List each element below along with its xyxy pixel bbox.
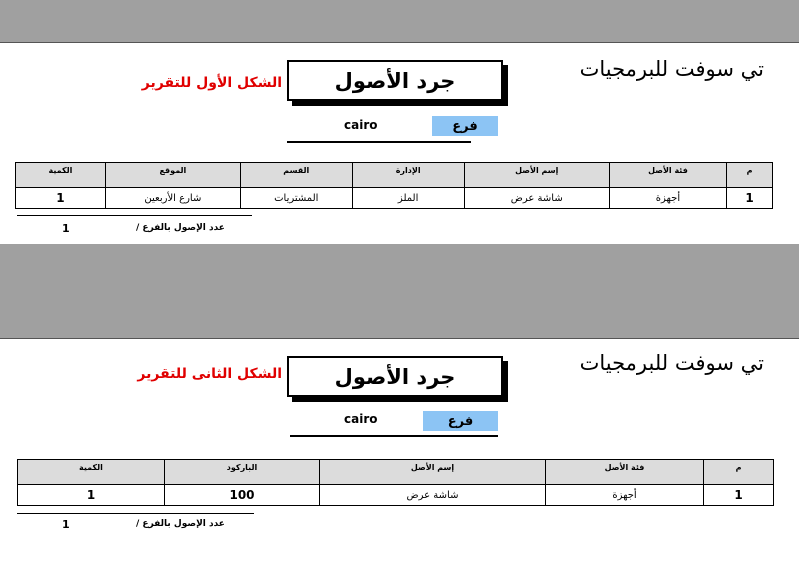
branch-label: فرع — [432, 116, 498, 136]
branch-label: فرع — [423, 411, 498, 431]
report-subtitle: الشكل الثانى للتقرير — [137, 366, 282, 382]
table-cell: 1 — [18, 485, 165, 506]
count-divider — [17, 215, 252, 216]
column-header: القسم — [240, 163, 352, 188]
asset-count-label: عدد الإصول بالفرع / — [136, 223, 225, 233]
report-page-2 — [0, 338, 799, 580]
report-page-1 — [0, 42, 799, 244]
table-header-row — [18, 460, 774, 485]
table-row — [16, 188, 773, 209]
column-header: م — [704, 460, 774, 485]
count-divider — [17, 513, 254, 514]
assets-table — [17, 459, 774, 506]
column-header: م — [727, 163, 773, 188]
table-cell: 1 — [16, 188, 106, 209]
asset-count-value: 1 — [62, 518, 70, 531]
branch-underline — [287, 141, 471, 143]
table-cell: 1 — [704, 485, 774, 506]
company-name: تي سوفت للبرمجيات — [579, 57, 764, 81]
column-header: الكمية — [18, 460, 165, 485]
branch-underline — [290, 435, 498, 437]
table-cell: الملز — [352, 188, 464, 209]
assets-table — [15, 162, 773, 209]
asset-count-value: 1 — [62, 222, 70, 235]
table-cell: شاشة عرض — [464, 188, 609, 209]
column-header: إسم الأصل — [320, 460, 546, 485]
branch-value: cairo — [344, 118, 378, 132]
column-header: فئة الأصل — [546, 460, 704, 485]
table-cell: أجهزة — [609, 188, 726, 209]
table-header-row — [16, 163, 773, 188]
table-cell: المشتريات — [240, 188, 352, 209]
branch-value: cairo — [344, 412, 378, 426]
table-cell: 1 — [727, 188, 773, 209]
table-row — [18, 485, 774, 506]
column-header: فئة الأصل — [609, 163, 726, 188]
table-cell: 100 — [165, 485, 320, 506]
table-cell: أجهزة — [546, 485, 704, 506]
report-title: جرد الأصول — [287, 356, 503, 397]
company-name: تي سوفت للبرمجيات — [579, 351, 764, 375]
report-subtitle: الشكل الأول للتقرير — [141, 75, 282, 91]
column-header: الإدارة — [352, 163, 464, 188]
column-header: إسم الأصل — [464, 163, 609, 188]
report-title: جرد الأصول — [287, 60, 503, 101]
column-header: الكمية — [16, 163, 106, 188]
column-header: الموقع — [105, 163, 240, 188]
table-cell: شارع الأربعين — [105, 188, 240, 209]
asset-count-label: عدد الإصول بالفرع / — [136, 519, 225, 529]
table-cell: شاشة عرض — [320, 485, 546, 506]
column-header: الباركود — [165, 460, 320, 485]
